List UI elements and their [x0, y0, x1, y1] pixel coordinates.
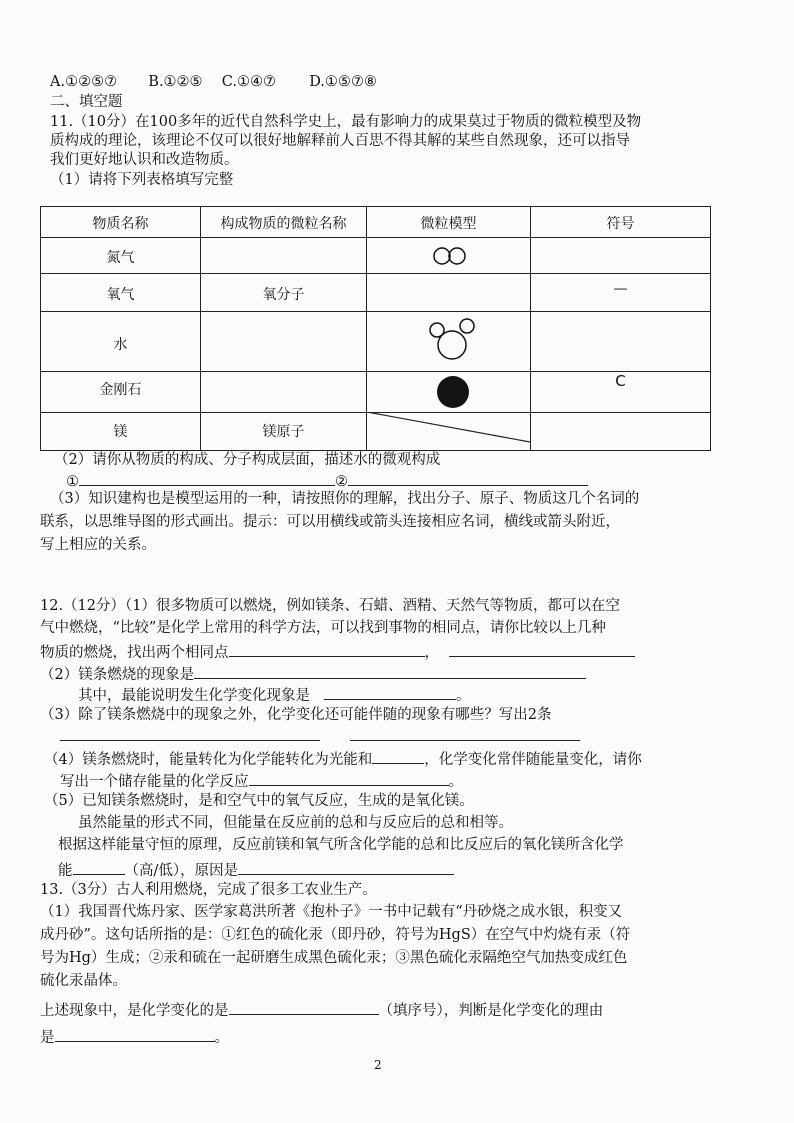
page-number: 2 [374, 1058, 382, 1072]
energy-reaction-blank[interactable] [249, 771, 449, 786]
q12-sub2-text: （2）镁条燃烧的现象是 [40, 667, 195, 683]
q12-sub4c [60, 771, 463, 791]
energy-compare-blank[interactable] [73, 860, 125, 875]
q11-sub1: （1）请将下列表格填写完整 [50, 172, 234, 188]
key-phenomenon-blank[interactable] [324, 685, 456, 700]
row2-name: 氧气 [106, 287, 135, 303]
q13-line3: 成丹砂”。这句话所指的是：①红色的硫化汞（即丹砂，符号为HgS）在空气中灼烧有汞（符 [40, 927, 631, 943]
diagonal-line [367, 412, 530, 450]
q12-sub5d [58, 860, 454, 880]
q11-line2: 质构成的理论，该理论不仅可以很好地解释前人百思不得其解的某些自然现象，还可以指导 [50, 133, 630, 149]
row4-symbol: C [615, 372, 626, 390]
phenomena-blank-2[interactable] [350, 726, 580, 741]
phenomena-blank-1[interactable] [60, 726, 320, 741]
q13-line2: （1）我国晋代炼丹家、医学家葛洪所著《抱朴子》一书中记载有“丹砂烧之成水银，积变又 [40, 904, 623, 920]
q13-line7-text: 是 [40, 1030, 55, 1046]
header-substance: 物质名称 [92, 216, 149, 232]
particle-table [40, 206, 711, 451]
option-c: C.①④⑦ [221, 74, 276, 90]
answer-mark-1: ① [66, 474, 79, 490]
option-d: D.①⑤⑦⑧ [309, 74, 377, 90]
header-symbol: 符号 [606, 216, 635, 232]
q12-line3-sep: ， [424, 645, 439, 661]
reason-blank[interactable] [55, 1027, 215, 1042]
q11-sub3-line2: 联系，以思维导图的形式画出。提示：可以用横线或箭头连接相应名词，横线或箭头附近， [40, 514, 620, 530]
q12-sub2b-end: 。 [456, 688, 471, 704]
q11-sub3-line1: （3）知识建构也是模型运用的一种，请按照你的理解，找出分子、原子、物质这几个名词的 [50, 491, 640, 507]
q12-sub4c-text: 写出一个储存能量的化学反应 [60, 774, 249, 790]
q12-sub4 [44, 749, 642, 769]
row3-name: 水 [113, 337, 128, 353]
q13-line7-end: 。 [214, 1030, 229, 1046]
q12-sub2 [40, 664, 586, 684]
q11-line1: 11.（10分）在100多年的近代自然科学史上，最有影响力的成果莫过于物质的微粒模型及物 [50, 114, 642, 130]
water-molecule-model [427, 317, 477, 363]
energy-reason-blank[interactable] [238, 860, 454, 875]
chemical-change-blank[interactable] [229, 1000, 379, 1015]
same-point-blank-1[interactable] [229, 642, 425, 657]
row2-particle: 氧分子 [262, 287, 305, 303]
answer-blank-1[interactable] [79, 471, 335, 486]
q13-line4: 号为Hg）生成；②汞和硫在一起研磨生成黑色硫化汞；③黑色硫化汞隔绝空气加热变成红色 [40, 950, 628, 966]
header-particle: 构成物质的微粒名称 [220, 216, 347, 232]
q12-sub5c: 根据这样能量守恒的原理，反应前镁和氧气所含化学能的总和比反应后的氧化镁所含化学 [58, 837, 624, 853]
q13-line1: 13.（3分）古人利用燃烧，完成了很多工农业生产。 [40, 882, 377, 898]
energy-form-blank[interactable] [372, 749, 424, 764]
row1-name: 氮气 [106, 250, 135, 266]
q11-sub3-line3: 写上相应的关系。 [40, 537, 156, 553]
q12-sub2b-text: 其中，最能说明发生化学变化现象是 [78, 688, 310, 704]
answer-blank-2[interactable] [348, 471, 588, 486]
q11-line3: 我们更好地认识和改造物质。 [50, 152, 239, 168]
q12-sub5b: 虽然能量的形式不同，但能量在反应前的总和与反应后的总和相等。 [78, 815, 513, 831]
option-a: A.①②⑤⑦ [50, 74, 118, 90]
q12-line3-text: 物质的燃烧，找出两个相同点 [40, 645, 229, 661]
q13-line5: 硫化汞晶体。 [40, 973, 127, 989]
q11-sub2: （2）请你从物质的构成、分子构成层面，描述水的微观构成 [54, 452, 441, 468]
q12-sub5d-text-b: （高/低），原因是 [124, 863, 239, 879]
nitrogen-molecule-model [433, 246, 467, 266]
q12-sub5: （5）已知镁条燃烧时，是和空气中的氧气反应，生成的是氧化镁。 [44, 793, 474, 809]
q13-line7 [40, 1027, 229, 1047]
q12-sub3-answers [60, 726, 580, 746]
section-heading: 二、填空题 [50, 94, 123, 110]
option-b: B.①②⑤ [148, 74, 203, 90]
phenomenon-blank[interactable] [194, 664, 586, 679]
row2-symbol: — [613, 281, 628, 297]
q12-sub3: （3）除了镁条燃烧中的现象之外，化学变化还可能伴随的现象有哪些？写出2条 [40, 707, 552, 723]
row5-particle: 镁原子 [262, 424, 305, 440]
header-model: 微粒模型 [420, 216, 477, 232]
row5-name: 镁 [113, 424, 128, 440]
q12-sub4-end: 。 [448, 774, 463, 790]
q12-sub5d-text-a: 能 [58, 863, 73, 879]
q13-line6-text-b: （填序号），判断是化学变化的理由 [378, 1003, 604, 1019]
q12-line3 [40, 642, 635, 662]
carbon-atom-model [435, 374, 471, 410]
same-point-blank-2[interactable] [449, 642, 635, 657]
q12-line2: 气中燃烧，“比较”是化学上常用的科学方法，可以找到事物的相同点，请你比较以上几种 [40, 620, 606, 636]
answer-mark-2: ② [335, 474, 348, 490]
row4-name: 金刚石 [99, 382, 142, 398]
q12-line1: 12.（12分）（1）很多物质可以燃烧，例如镁条、石蜡、酒精、天然气等物质，都可以在空 [40, 598, 620, 614]
q13-line6-text-a: 上述现象中，是化学变化的是 [40, 1003, 229, 1019]
q12-sub4-text-b: ，化学变化常伴随能量变化，请你 [424, 752, 642, 768]
q13-line6 [40, 1000, 603, 1020]
q12-sub4-text-a: （4）镁条燃烧时，能量转化为化学能转化为光能和 [44, 752, 373, 768]
q11-sub2-answers [66, 471, 588, 491]
options-line [50, 74, 377, 91]
q12-sub2b [78, 685, 471, 705]
